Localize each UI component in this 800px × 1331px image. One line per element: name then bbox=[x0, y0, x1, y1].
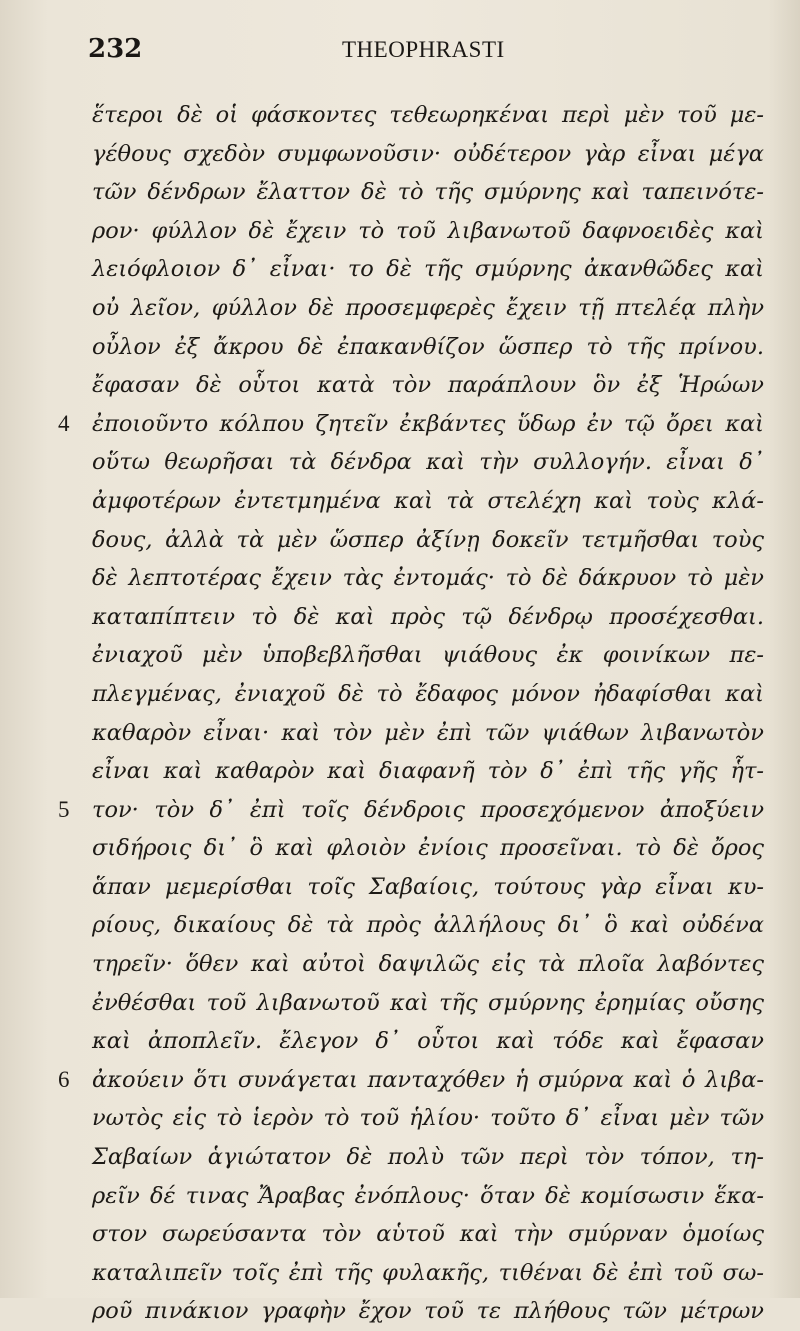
text-line: δὲ λεπτοτέρας ἔχειν τὰς ἐντομάς· τὸ δὲ δάκρυον τὸ μὲν bbox=[92, 565, 764, 592]
section-number: 6 bbox=[58, 1067, 70, 1092]
text-line: σιδήροις δι᾽ ὃ καὶ φλοιὸν ἐνίοις προσεῖναι. τὸ δὲ ὄρος bbox=[92, 835, 764, 862]
text-line: ἐποιοῦντο κόλπου ζητεῖν ἐκβάντες ὕδωρ ἐν τῷ ὄρει καὶ bbox=[92, 410, 764, 437]
greek-text-block bbox=[92, 96, 764, 1331]
text-line: Σαβαίων ἁγιώτατον δὲ πολὺ τῶν περὶ τὸν τόπον, τη- bbox=[92, 1144, 764, 1171]
text-line: τηρεῖν· ὅθεν καὶ αὐτοὶ δαψιλῶς εἰς τὰ πλοῖα λαβόντες bbox=[92, 951, 764, 978]
text-line: οὕτω θεωρῆσαι τὰ δένδρα καὶ τὴν συλλογήν. εἶναι δ᾽ bbox=[92, 449, 764, 476]
text-line: ἕτεροι δὲ οἱ φάσκοντες τεθεωρηκέναι περὶ μὲν τοῦ με- bbox=[92, 102, 764, 128]
text-line: τῶν δένδρων ἔλαττον δὲ τὸ τῆς σμύρνης καὶ ταπεινότε- bbox=[92, 179, 764, 206]
text-line: ρον· φύλλον δὲ ἔχειν τὸ τοῦ λιβανωτοῦ δαφνοειδὲς καὶ bbox=[92, 217, 764, 244]
text-line: λειόφλοιον δ᾽ εἶναι· το δὲ τῆς σμύρνης ἀκανθῶδες καὶ bbox=[92, 256, 764, 283]
running-title: THEOPHRASTI bbox=[342, 37, 505, 62]
text-line: οὐ λεῖον, φύλλον δὲ προσεμφερὲς ἔχειν τῇ πτελέᾳ πλὴν bbox=[92, 294, 764, 321]
text-line: οὖλον ἐξ ἄκρου δὲ ἐπακανθίζον ὥσπερ τὸ τῆς πρίνου. bbox=[92, 333, 764, 360]
text-line: γέθους σχεδὸν συμφωνοῦσιν· οὐδέτερον γὰρ εἶναι μέγα bbox=[92, 140, 764, 167]
text-line: καὶ ἀποπλεῖν. ἔλεγον δ᾽ οὗτοι καὶ τόδε καὶ ἔφασαν bbox=[92, 1028, 764, 1055]
text-line: ἐνθέσθαι τοῦ λιβανωτοῦ καὶ τῆς σμύρνης ἐρημίας οὔσης bbox=[92, 989, 764, 1016]
text-line: ἀμφοτέρων ἐντετμημένα καὶ τὰ στελέχη καὶ τοὺς κλά- bbox=[92, 487, 764, 514]
page-header bbox=[88, 34, 748, 74]
text-line: πλεγμένας, ἐνιαχοῦ δὲ τὸ ἔδαφος μόνον ἠδαφίσθαι καὶ bbox=[92, 680, 764, 707]
page-number: 232 bbox=[88, 34, 143, 64]
text-line: ἔφασαν δὲ οὗτοι κατὰ τὸν παράπλουν ὃν ἐξ Ἡρώων bbox=[92, 372, 764, 399]
text-line: ρίους, δικαίους δὲ τὰ πρὸς ἀλλήλους δι᾽ ὃ καὶ οὐδένα bbox=[92, 912, 764, 939]
text-line: ἀκούειν ὅτι συνάγεται πανταχόθεν ἡ σμύρνα καὶ ὁ λιβα- bbox=[92, 1066, 764, 1093]
text-line: ρεῖν δέ τινας Ἄραβας ἐνόπλους· ὅταν δὲ κομίσωσιν ἕκα- bbox=[92, 1182, 764, 1209]
text-line: καθαρὸν εἶναι· καὶ τὸν μὲν ἐπὶ τῶν ψιάθων λιβανωτὸν bbox=[92, 719, 764, 746]
text-line: δους, ἀλλὰ τὰ μὲν ὥσπερ ἀξίνῃ δοκεῖν τετμῆσθαι τοὺς bbox=[92, 526, 764, 553]
text-line: τον· τὸν δ᾽ ἐπὶ τοῖς δένδροις προσεχόμενον ἀποξύειν bbox=[92, 796, 764, 823]
section-number: 5 bbox=[58, 796, 70, 822]
section-number: 4 bbox=[58, 410, 70, 436]
text-line: εἶναι καὶ καθαρὸν καὶ διαφανῆ τὸν δ᾽ ἐπὶ τῆς γῆς ἧτ- bbox=[92, 758, 764, 785]
text-line: ἐνιαχοῦ μὲν ὑποβεβλῆσθαι ψιάθους ἐκ φοινίκων πε- bbox=[92, 642, 764, 669]
text-line: νωτὸς εἰς τὸ ἱερὸν τὸ τοῦ ἡλίου· τοῦτο δ᾽ εἶναι μὲν τῶν bbox=[92, 1105, 764, 1132]
text-line: στον σωρεύσαντα τὸν αὑτοῦ καὶ τὴν σμύρναν ὁμοίως bbox=[92, 1221, 764, 1248]
text-line: ἅπαν μεμερίσθαι τοῖς Σαβαίοις, τούτους γὰρ εἶναι κυ- bbox=[92, 873, 764, 900]
text-line: καταπίπτειν τὸ δὲ καὶ πρὸς τῷ δένδρῳ προσέχεσθαι. bbox=[92, 603, 764, 630]
text-line: ροῦ πινάκιον γραφὴν ἔχον τοῦ τε πλήθους τῶν μέτρων bbox=[92, 1298, 764, 1325]
text-line: καταλιπεῖν τοῖς ἐπὶ τῆς φυλακῆς, τιθέναι δὲ ἐπὶ τοῦ σω- bbox=[92, 1259, 764, 1286]
